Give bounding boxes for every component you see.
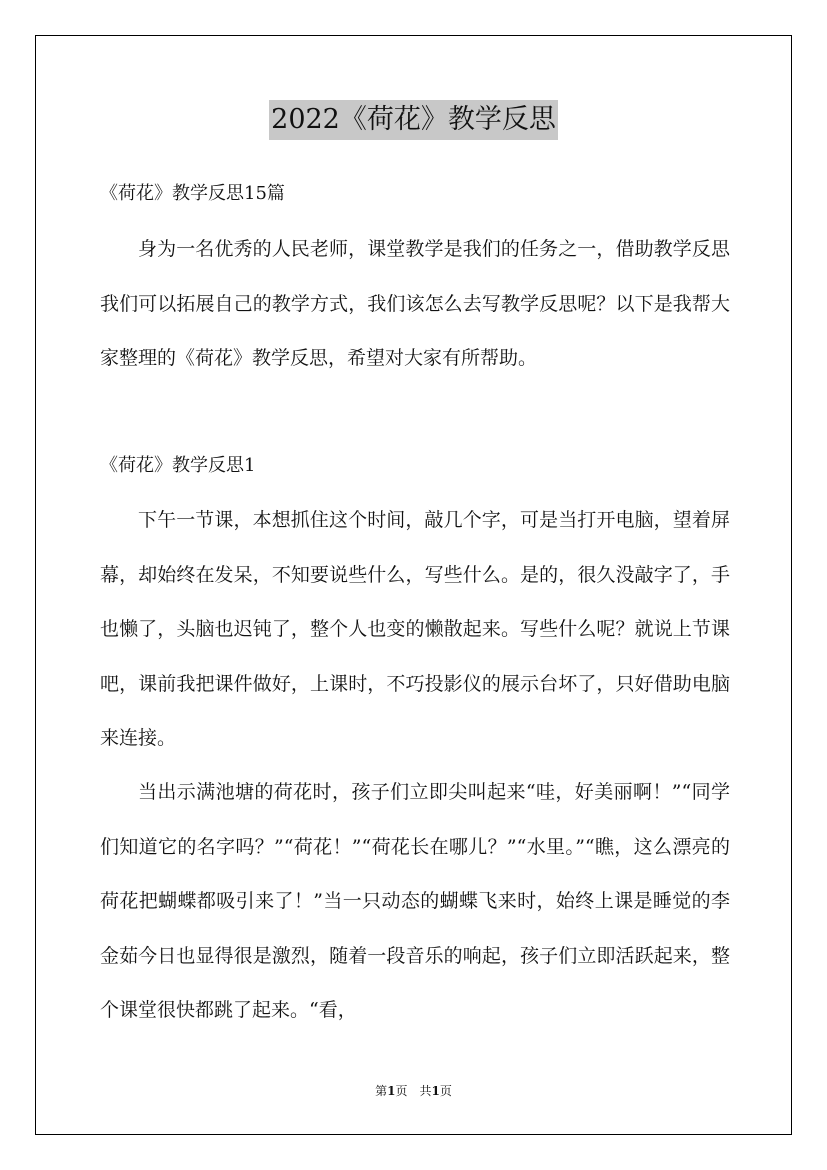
- document-title: 2022《荷花》教学反思: [269, 100, 558, 140]
- section-heading: 《荷花》教学反思1: [100, 455, 256, 476]
- intro-paragraph: 身为一名优秀的人民老师，课堂教学是我们的任务之一，借助教学反思我们可以拓展自己的教学方式，我们该怎么去写教学反思呢？以下是我帮大家整理的《荷花》教学反思，希望对大家有所帮助。: [100, 238, 730, 369]
- footer-page-prefix: 第: [375, 1084, 388, 1098]
- footer-total-prefix: 共: [419, 1084, 432, 1098]
- footer-page-total: 1: [431, 1084, 440, 1098]
- footer-page-current: 1: [387, 1084, 396, 1098]
- document-subtitle: 《荷花》教学反思15篇: [100, 183, 285, 204]
- page-footer: [0, 1083, 827, 1099]
- body-paragraph-1: 下午一节课，本想抓住这个时间，敲几个字，可是当打开电脑，望着屏幕，却始终在发呆，不知要说些什么，写些什么。是的，很久没敲字了，手也懒了，头脑也迟钝了，整个人也变的懒散起来。写些什么呢？就说上节课吧，课前我把课件做好，上课时，不巧投影仪的展示台坏了，只好借助电脑来连接。: [100, 509, 730, 749]
- document-title-wrapper: [0, 100, 827, 140]
- footer-page-suffix: 页: [395, 1084, 408, 1098]
- footer-total-suffix: 页: [439, 1084, 452, 1098]
- body-paragraph-2: 当出示满池塘的荷花时，孩子们立即尖叫起来“哇，好美丽啊！”“同学们知道它的名字吗？”“荷花！”“荷花长在哪儿？”“水里。”“瞧，这么漂亮的荷花把蝴蝶都吸引来了！”当一只动态的蝴蝶飞来时，始终上课是睡觉的李金茹今日也显得很是激烈，随着一段音乐的响起，孩子们立即活跃起来，整个课堂很快都跳了起来。“看，: [100, 781, 730, 1021]
